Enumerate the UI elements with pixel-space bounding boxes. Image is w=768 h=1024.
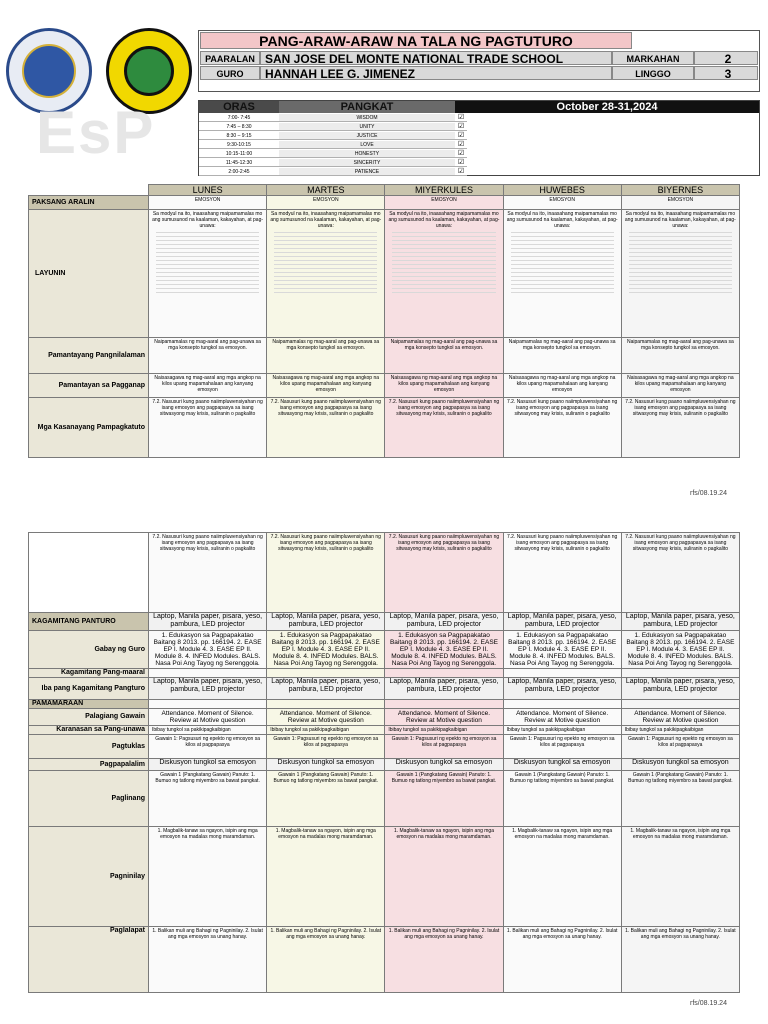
cell-kagamitan-martes: Laptop, Manila paper, pisara, yeso, pambura, LED projector (267, 613, 385, 631)
cell-pagpapalalim-miyerkules: Diskusyon tungkol sa emosyon (385, 759, 503, 771)
schedule-section: WISDOM (279, 114, 455, 122)
cell-pangnilalaman-miyerkules: Naipamamalas ng mag-aaral ang pag-unawa sa mga konsepto tungkol sa emosyon. (385, 338, 503, 374)
checkbox-icon: ☑ (455, 141, 467, 149)
lesson-grid-1 (28, 184, 740, 458)
layunin-text: Sa modyul na ito, inaasahang maipamamalas mo ang sumusunod na kaalaman, kakayahan, at pag-unawa: (152, 211, 264, 229)
cell-gabay-miyerkules: 1. Edukasyon sa Pagpapakatao Baitang 8 2013. pp. 166194. 2. EASE EP I. Module 4. 3. EASE EP II. Module 8. 4. INFED Modules. BALS. Nasa Poi Ang Tayog ng Serenggola. (385, 631, 503, 669)
esp-watermark: EsP (36, 99, 156, 166)
cell-pagpapalalim-martes: Diskusyon tungkol sa emosyon (267, 759, 385, 771)
day-header-huwebes: HUWEBES (503, 185, 621, 196)
cell-palagiang-lunes: Attendance. Moment of Silence. Review at Motive question (149, 709, 267, 726)
cell-cont-huwebes: 7.2. Nasusuri kung paano naiimpluwensiyahan ng isang emosyon ang pagpapasya sa isang sitwasyong may krisis, suliranin o pagkalito (503, 533, 621, 613)
cell-layunin-huwebes (503, 210, 621, 338)
schedule-row (199, 123, 659, 131)
cell-iba-biyernes: Laptop, Manila paper, pisara, yeso, pambura, LED projector (621, 678, 739, 700)
cell-pagninilay-biyernes: 1. Magbalik-tanaw sa ngayon, isipin ang mga emosyon na madalas mong maramdaman. (621, 827, 739, 927)
cell-gabay-huwebes: 1. Edukasyon sa Pagpapakatao Baitang 8 2013. pp. 166194. 2. EASE EP I. Module 4. 3. EASE EP II. Module 8. 4. INFED Modules. BALS. Nasa Poi Ang Tayog ng Serenggola. (503, 631, 621, 669)
cell-pagninilay-miyerkules: 1. Magbalik-tanaw sa ngayon, isipin ang mga emosyon na madalas mong maramdaman. (385, 827, 503, 927)
cell-kasanayan-miyerkules: 7.2. Nasusuri kung paano naiimpluwensiyahan ng isang emosyon ang pagpapasya sa isang sitwasyong may krisis, suliranin o pagkalito (385, 398, 503, 458)
schedule-section: LOVE (279, 141, 455, 149)
layunin-text: Sa modyul na ito, inaasahang maipamamalas mo ang sumusunod na kaalaman, kakayahan, at pag-unawa: (506, 211, 618, 229)
cell-pangnilalaman-biyernes: Naipamamalas ng mag-aaral ang pag-unawa sa mga konsepto tungkol sa emosyon. (621, 338, 739, 374)
cell-iba-martes: Laptop, Manila paper, pisara, yeso, pambura, LED projector (267, 678, 385, 700)
cell-karanasan-miyerkules: Ibibay tungkol sa pakikipagkaibigan (385, 726, 503, 735)
cell-pagninilay-lunes: 1. Magbalik-tanaw sa ngayon, isipin ang mga emosyon na madalas mong maramdaman. (149, 827, 267, 927)
cell-iba-huwebes: Laptop, Manila paper, pisara, yeso, pambura, LED projector (503, 678, 621, 700)
cell-kasanayan-biyernes: 7.2. Nasusuri kung paano naiimpluwensiyahan ng isang emosyon ang pagpapasya sa isang sitwasyong may krisis, suliranin o pagkalito (621, 398, 739, 458)
cell-karanasan-biyernes: Ibibay tungkol sa pakikipagkaibigan (621, 726, 739, 735)
cell-layunin-miyerkules (385, 210, 503, 338)
cell-kagamitan-miyerkules: Laptop, Manila paper, pisara, yeso, pambura, LED projector (385, 613, 503, 631)
cell-paglalapat-huwebes: 1. Balikan muli ang Bahagi ng Pagninilay. 2. Isulat ang mga emosyon sa unang hanay. (503, 927, 621, 993)
row-label-paglinang: Paglinang (29, 771, 149, 827)
pangkat-header: PANGKAT (279, 101, 455, 113)
cell-pangnilalaman-lunes: Naipamamalas ng mag-aaral ang pag-unawa sa mga konsepto tungkol sa emosyon. (149, 338, 267, 374)
cell-pagtuklas-martes: Gawain 1: Pagsusuri ng epekto ng emosyon sa kilos at pagpapasya (267, 735, 385, 759)
day-header-martes: MARTES (267, 185, 385, 196)
cell-paglinang-lunes: Gawain 1 (Pangkatang Gawain) Panuto: 1. Bumuo ng tatlong miyembro sa bawat pangkat. (149, 771, 267, 827)
schedule-time: 8:30 – 9:15 (199, 132, 279, 140)
cell-pangnilalaman-huwebes: Naipamamalas ng mag-aaral ang pag-unawa sa mga konsepto tungkol sa emosyon. (503, 338, 621, 374)
row-label-layunin: LAYUNIN (29, 210, 149, 338)
cell-pagninilay-martes: 1. Magbalik-tanaw sa ngayon, isipin ang mga emosyon na madalas mong maramdaman. (267, 827, 385, 927)
cell-pagpapalalim-lunes: Diskusyon tungkol sa emosyon (149, 759, 267, 771)
cell-paksang-biyernes: EMOSYON (621, 196, 739, 210)
cell-kasanayan-huwebes: 7.2. Nasusuri kung paano naiimpluwensiyahan ng isang emosyon ang pagpapasya sa isang sitwasyong may krisis, suliranin o pagkalito (503, 398, 621, 458)
cell-paksang-miyerkules: EMOSYON (385, 196, 503, 210)
row-label-pagtuklas: Pagtuklas (29, 735, 149, 759)
schedule-row (199, 159, 659, 167)
layunin-text: Sa modyul na ito, inaasahang maipamamalas mo ang sumusunod na kaalaman, kakayahan, at pag-unawa: (388, 211, 500, 229)
linggo-value: 3 (694, 66, 758, 80)
schedule-time: 10:15-11:00 (199, 150, 279, 158)
row-label-kagamitang-panturo: KAGAMITANG PANTURO (29, 613, 149, 631)
page-title: PANG-ARAW-ARAW NA TALA NG PAGTUTURO (200, 32, 632, 49)
footer-code-2: rfs/08.19.24 (690, 1000, 727, 1007)
paaralan-value: SAN JOSE DEL MONTE NATIONAL TRADE SCHOOL (260, 51, 612, 65)
cell-pagganap-huwebes: Naisasagawa ng mag-aaral ang mga angkop na kilos upang mapamahalaan ang kanyang emosyon (503, 374, 621, 398)
schedule-table (198, 100, 760, 176)
cell-paglinang-martes: Gawain 1 (Pangkatang Gawain) Panuto: 1. Bumuo ng tatlong miyembro sa bawat pangkat. (267, 771, 385, 827)
cell-kagamitan-huwebes: Laptop, Manila paper, pisara, yeso, pambura, LED projector (503, 613, 621, 631)
cell-paglinang-huwebes: Gawain 1 (Pangkatang Gawain) Panuto: 1. Bumuo ng tatlong miyembro sa bawat pangkat. (503, 771, 621, 827)
footer-code-1: rfs/08.19.24 (690, 490, 727, 497)
cell-palagiang-huwebes: Attendance. Moment of Silence. Review at Motive question (503, 709, 621, 726)
cell-pagninilay-huwebes: 1. Magbalik-tanaw sa ngayon, isipin ang mga emosyon na madalas mong maramdaman. (503, 827, 621, 927)
schedule-row (199, 168, 659, 176)
cell-cont-lunes: 7.2. Nasusuri kung paano naiimpluwensiyahan ng isang emosyon ang pagpapasya sa isang sitwasyong may krisis, suliranin o pagkalito (149, 533, 267, 613)
cell-paksang-martes: EMOSYON (267, 196, 385, 210)
cell-gabay-martes: 1. Edukasyon sa Pagpapakatao Baitang 8 2013. pp. 166194. 2. EASE EP I. Module 4. 3. EASE EP II. Module 8. 4. INFED Modules. BALS. Nasa Poi Ang Tayog ng Serenggola. (267, 631, 385, 669)
guro-label: GURO (200, 66, 260, 80)
row-label-pamamaraan: PAMAMARAAN (29, 700, 149, 709)
cell-paglinang-miyerkules: Gawain 1 (Pangkatang Gawain) Panuto: 1. Bumuo ng tatlong miyembro sa bawat pangkat. (385, 771, 503, 827)
cell-gabay-lunes: 1. Edukasyon sa Pagpapakatao Baitang 8 2013. pp. 166194. 2. EASE EP I. Module 4. 3. EASE EP II. Module 8. 4. INFED Modules. BALS. Nasa Poi Ang Tayog ng Serenggola. (149, 631, 267, 669)
cell-karanasan-lunes: Ibibay tungkol sa pakikipagkaibigan (149, 726, 267, 735)
cell-iba-miyerkules: Laptop, Manila paper, pisara, yeso, pambura, LED projector (385, 678, 503, 700)
schedule-time: 11:45-12:30 (199, 159, 279, 167)
schedule-section: UNITY (279, 123, 455, 131)
cell-pagtuklas-lunes: Gawain 1: Pagsusuri ng epekto ng emosyon sa kilos at pagpapasya (149, 735, 267, 759)
checkbox-icon: ☑ (455, 159, 467, 167)
cell-pagpapalalim-biyernes: Diskusyon tungkol sa emosyon (621, 759, 739, 771)
row-label-iba-pang-kagamitan: Iba pang Kagamitang Pangturo (29, 678, 149, 700)
cell-palagiang-martes: Attendance. Moment of Silence. Review at Motive question (267, 709, 385, 726)
schedule-time: 7:00- 7:45 (199, 114, 279, 122)
checkbox-icon: ☑ (455, 114, 467, 122)
checkbox-icon: ☑ (455, 168, 467, 176)
cell-pagganap-lunes: Naisasagawa ng mag-aaral ang mga angkop na kilos upang mapamahalaan ang kanyang emosyon (149, 374, 267, 398)
cell-pagtuklas-biyernes: Gawain 1: Pagsusuri ng epekto ng emosyon sa kilos at pagpapasya (621, 735, 739, 759)
row-label-pagninilay: Pagninilay (29, 827, 149, 927)
cell-paksang-lunes: EMOSYON (149, 196, 267, 210)
linggo-label: LINGGO (612, 66, 694, 80)
day-header-biyernes: BIYERNES (621, 185, 739, 196)
schedule-section: HONESTY (279, 150, 455, 158)
day-header-miyerkules: MIYERKULES (385, 185, 503, 196)
schedule-row (199, 150, 659, 158)
oras-header: ORAS (199, 101, 279, 113)
cell-palagiang-miyerkules: Attendance. Moment of Silence. Review at Motive question (385, 709, 503, 726)
paaralan-label: PAARALAN (200, 51, 260, 65)
schedule-row (199, 141, 659, 149)
row-label-pamantayang-pangnilalaman: Pamantayang Pangnilalaman (29, 338, 149, 374)
layunin-text: Sa modyul na ito, inaasahang maipamamalas mo ang sumusunod na kaalaman, kakayahan, at pag-unawa: (270, 211, 382, 229)
schedule-row (199, 114, 659, 122)
row-label-kagamitang-pang-aaral: Kagamitang Pang-maaral (29, 669, 149, 678)
cell-layunin-biyernes (621, 210, 739, 338)
schedule-section: JUSTICE (279, 132, 455, 140)
cell-layunin-lunes (149, 210, 267, 338)
markahan-label: MARKAHAN (612, 51, 694, 65)
row-label-karanasan: Karanasan sa Pang-unawa (29, 726, 149, 735)
cell-pagganap-biyernes: Naisasagawa ng mag-aaral ang mga angkop na kilos upang mapamahalaan ang kanyang emosyon (621, 374, 739, 398)
cell-karanasan-huwebes: Ibibay tungkol sa pakikipagkaibigan (503, 726, 621, 735)
cell-paglinang-biyernes: Gawain 1 (Pangkatang Gawain) Panuto: 1. Bumuo ng tatlong miyembro sa bawat pangkat. (621, 771, 739, 827)
row-label-kasanayang-pampagkatuto: Mga Kasanayang Pampagkatuto (29, 398, 149, 458)
continued-label-cell (29, 533, 149, 613)
cell-cont-miyerkules: 7.2. Nasusuri kung paano naiimpluwensiyahan ng isang emosyon ang pagpapasya sa isang sitwasyong may krisis, suliranin o pagkalito (385, 533, 503, 613)
lesson-grid-2 (28, 532, 740, 993)
markahan-value: 2 (694, 51, 758, 65)
cell-pagtuklas-huwebes: Gawain 1: Pagsusuri ng epekto ng emosyon sa kilos at pagpapasya (503, 735, 621, 759)
cell-iba-lunes: Laptop, Manila paper, pisara, yeso, pambura, LED projector (149, 678, 267, 700)
schedule-row (199, 132, 659, 140)
cell-paksang-huwebes: EMOSYON (503, 196, 621, 210)
row-label-pamantayan-sa-pagganap: Pamantayan sa Pagganap (29, 374, 149, 398)
cell-pagtuklas-miyerkules: Gawain 1: Pagsusuri ng epekto ng emosyon sa kilos at pagpapasya (385, 735, 503, 759)
cell-kasanayan-martes: 7.2. Nasusuri kung paano naiimpluwensiyahan ng isang emosyon ang pagpapasya sa isang sitwasyong may krisis, suliranin o pagkalito (267, 398, 385, 458)
schedule-time: 7:45 – 8:30 (199, 123, 279, 131)
schedule-section: PATIENCE (279, 168, 455, 176)
schedule-date: October 28-31,2024 (455, 101, 759, 113)
row-label-pagpapalalim: Pagpapalalim (29, 759, 149, 771)
cell-kasanayan-lunes: 7.2. Nasusuri kung paano naiimpluwensiyahan ng isang emosyon ang pagpapasya sa isang sitwasyong may krisis, suliranin o pagkalito (149, 398, 267, 458)
cell-kagamitan-biyernes: Laptop, Manila paper, pisara, yeso, pambura, LED projector (621, 613, 739, 631)
row-label-paglalapat: Paglalapat (29, 927, 149, 993)
cell-paglalapat-lunes: 1. Balikan muli ang Bahagi ng Pagninilay. 2. Isulat ang mga emosyon sa unang hanay. (149, 927, 267, 993)
cell-paglalapat-biyernes: 1. Balikan muli ang Bahagi ng Pagninilay. 2. Isulat ang mga emosyon sa unang hanay. (621, 927, 739, 993)
cell-pagpapalalim-huwebes: Diskusyon tungkol sa emosyon (503, 759, 621, 771)
cell-cont-martes: 7.2. Nasusuri kung paano naiimpluwensiyahan ng isang emosyon ang pagpapasya sa isang sitwasyong may krisis, suliranin o pagkalito (267, 533, 385, 613)
row-label-paksang-aralin: PAKSANG ARALIN (29, 196, 149, 210)
checkbox-icon: ☑ (455, 150, 467, 158)
checkbox-icon: ☑ (455, 132, 467, 140)
schedule-section: SINCERITY (279, 159, 455, 167)
guro-value: HANNAH LEE G. JIMENEZ (260, 66, 612, 80)
row-label-palagiang-gawain: Palagiang Gawain (29, 709, 149, 726)
row-label-gabay-ng-guro: Gabay ng Guro (29, 631, 149, 669)
layunin-text: Sa modyul na ito, inaasahang maipamamalas mo ang sumusunod na kaalaman, kakayahan, at pag-unawa: (624, 211, 736, 229)
cell-pagganap-miyerkules: Naisasagawa ng mag-aaral ang mga angkop na kilos upang mapamahalaan ang kanyang emosyon (385, 374, 503, 398)
checkbox-icon: ☑ (455, 123, 467, 131)
schedule-time: 9:30-10:15 (199, 141, 279, 149)
cell-palagiang-biyernes: Attendance. Moment of Silence. Review at Motive question (621, 709, 739, 726)
schedule-time: 2:00-2:45 (199, 168, 279, 176)
cell-karanasan-martes: Ibibay tungkol sa pakikipagkaibigan (267, 726, 385, 735)
cell-kagamitan-lunes: Laptop, Manila paper, pisara, yeso, pambura, LED projector (149, 613, 267, 631)
cell-pagganap-martes: Naisasagawa ng mag-aaral ang mga angkop na kilos upang mapamahalaan ang kanyang emosyon (267, 374, 385, 398)
cell-paglalapat-martes: 1. Balikan muli ang Bahagi ng Pagninilay. 2. Isulat ang mga emosyon sa unang hanay. (267, 927, 385, 993)
cell-cont-biyernes: 7.2. Nasusuri kung paano naiimpluwensiyahan ng isang emosyon ang pagpapasya sa isang sitwasyong may krisis, suliranin o pagkalito (621, 533, 739, 613)
day-header-lunes: LUNES (149, 185, 267, 196)
cell-gabay-biyernes: 1. Edukasyon sa Pagpapakatao Baitang 8 2013. pp. 166194. 2. EASE EP I. Module 4. 3. EASE EP II. Module 8. 4. INFED Modules. BALS. Nasa Poi Ang Tayog ng Serenggola. (621, 631, 739, 669)
cell-layunin-martes (267, 210, 385, 338)
cell-paglalapat-miyerkules: 1. Balikan muli ang Bahagi ng Pagninilay. 2. Isulat ang mga emosyon sa unang hanay. (385, 927, 503, 993)
cell-pangnilalaman-martes: Naipamamalas ng mag-aaral ang pag-unawa sa mga konsepto tungkol sa emosyon. (267, 338, 385, 374)
